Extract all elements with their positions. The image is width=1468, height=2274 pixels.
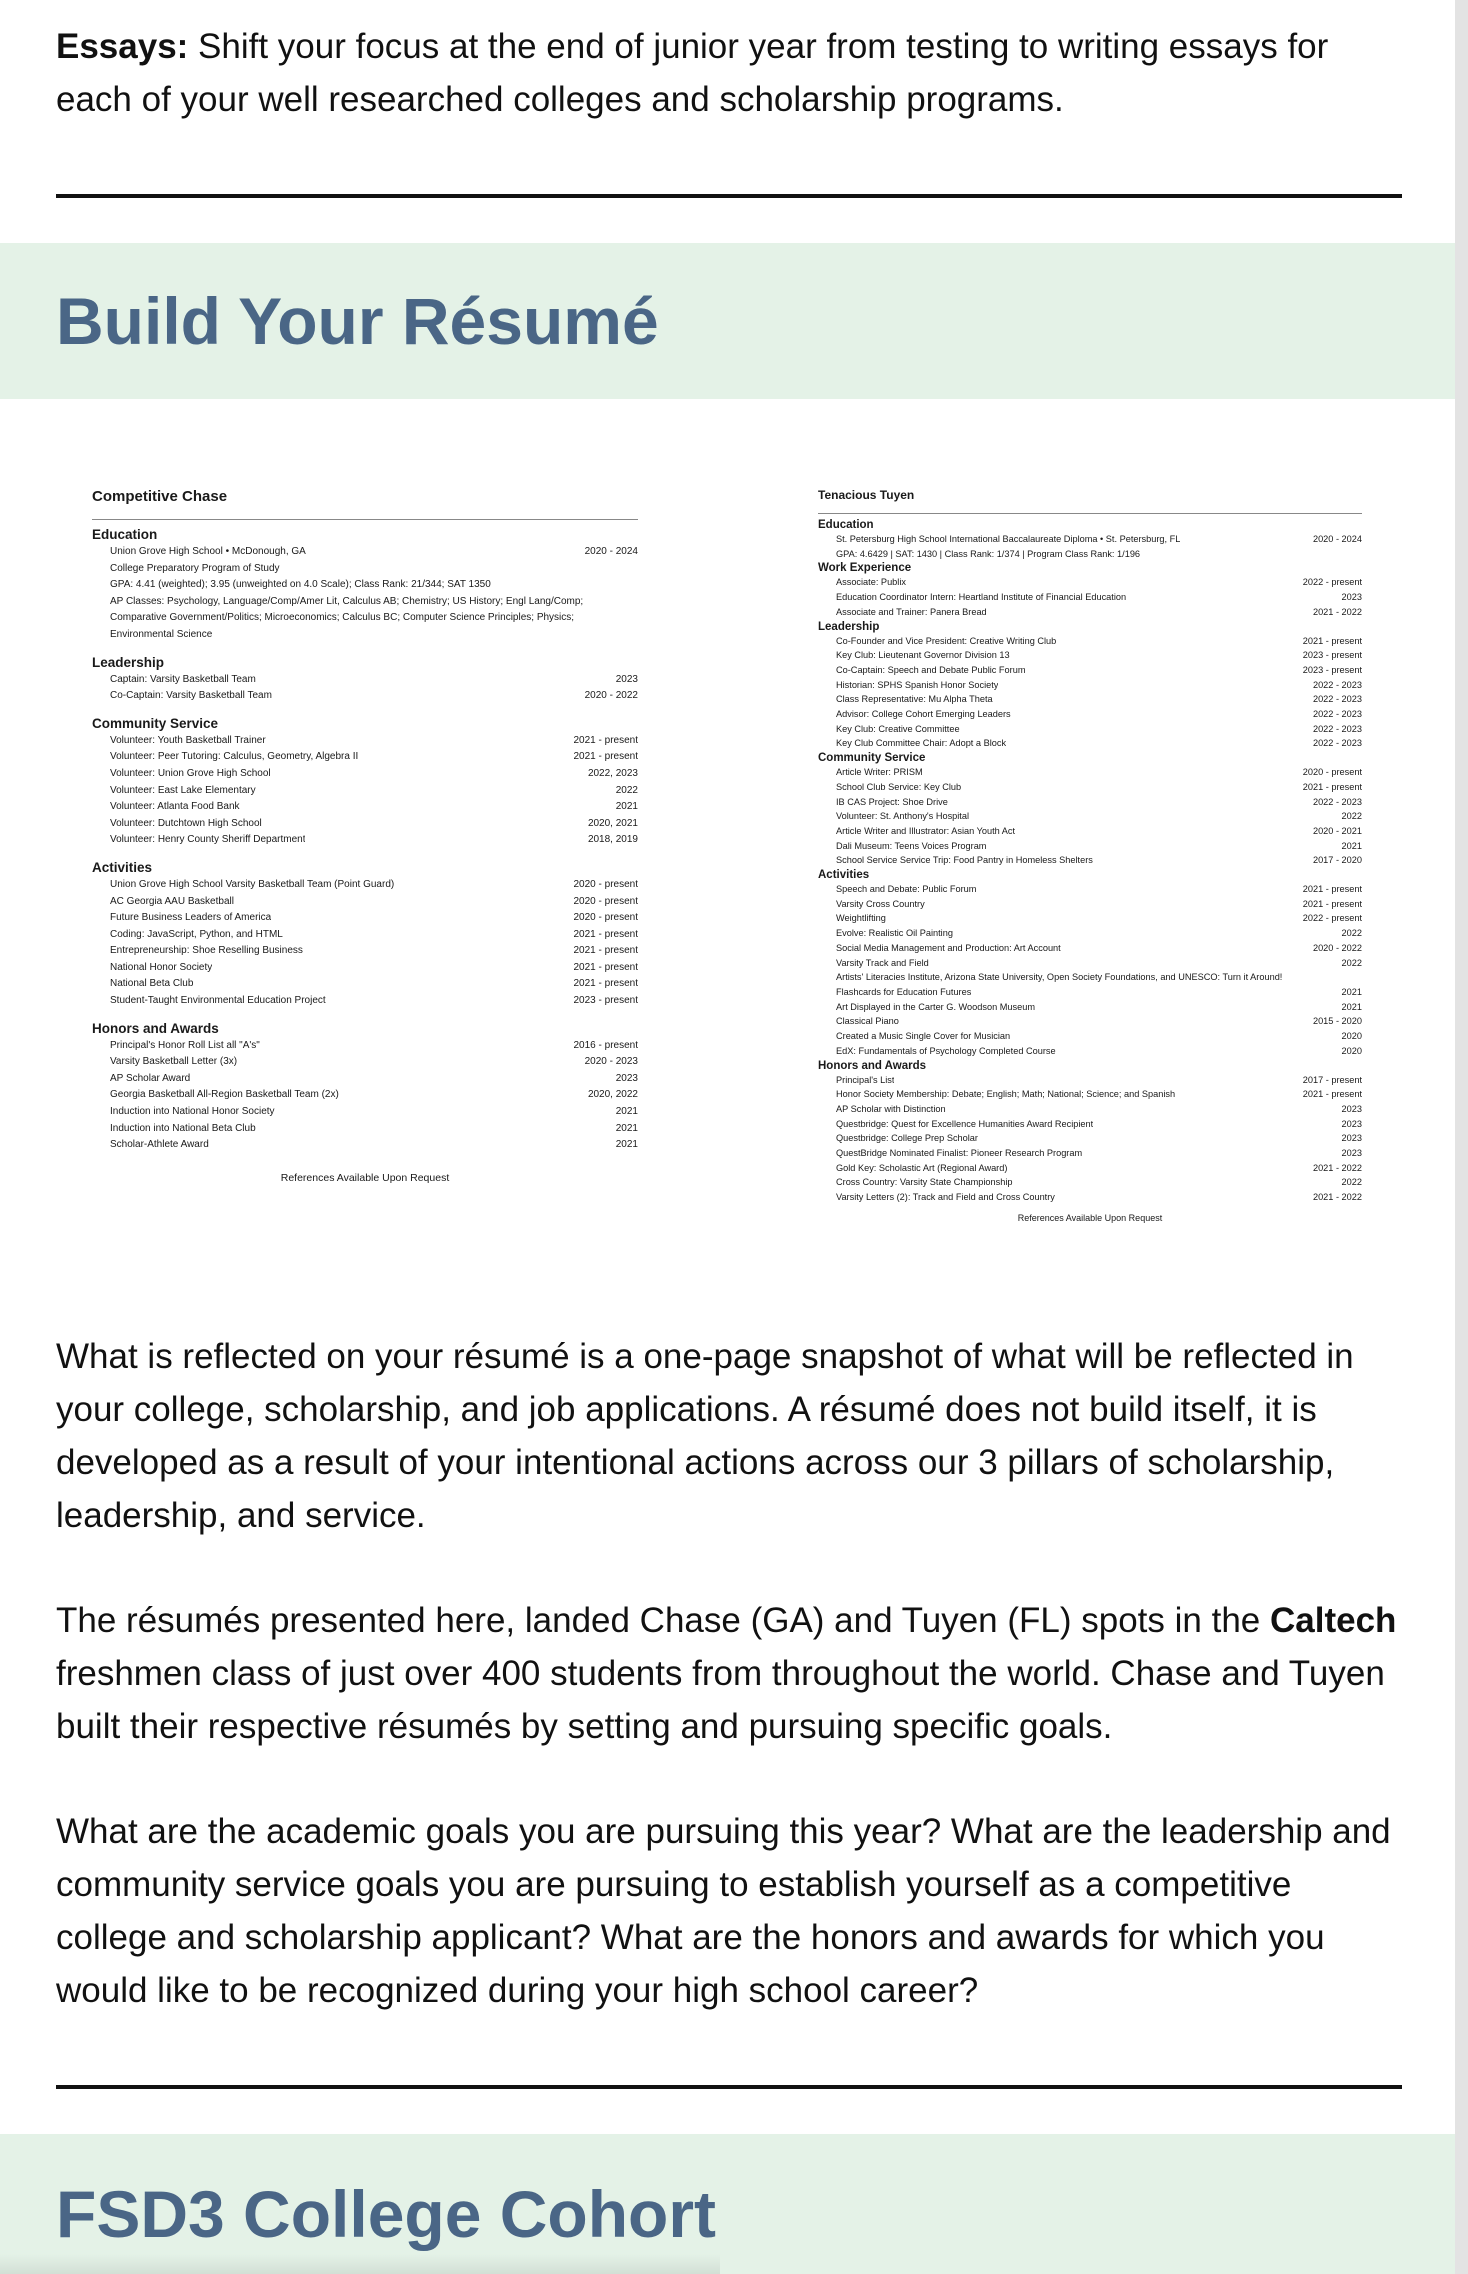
resume-entry-text: Volunteer: Dutchtown High School <box>110 817 262 829</box>
resume-entry-date: 2021 - 2022 <box>1312 1162 1362 1173</box>
resume-entry <box>818 1117 1362 1132</box>
resume-entry-date: 2020 - 2024 <box>1312 534 1362 544</box>
resume-section-heading: Community Service <box>818 752 926 765</box>
resume-entry <box>818 1175 1362 1190</box>
resume-entry-text: Coding: JavaScript, Python, and HTML <box>110 928 283 940</box>
resume-entry-date: 2021 - present <box>573 928 638 940</box>
resume-entry <box>92 577 638 594</box>
resume-entry-date: 2021 <box>615 1122 638 1134</box>
resume-entry <box>92 943 638 960</box>
resume-entry <box>818 839 1362 854</box>
resume-entry-text: Evolve: Realistic Oil Painting <box>836 928 953 939</box>
resume-entry <box>92 1038 638 1055</box>
resume-entry-text: Questbridge: College Prep Scholar <box>836 1133 978 1144</box>
resume-entry-date: 2022 - present <box>1302 913 1362 924</box>
resume-entry-text: Volunteer: Peer Tutoring: Calculus, Geometry, Algebra II <box>110 751 359 763</box>
resume-entry-text: Co-Captain: Varsity Basketball Team <box>110 690 272 702</box>
college-cohort-heading: FSD3 College Cohort <box>56 2177 717 2251</box>
resume-entry-text: College Preparatory Program of Study <box>110 562 280 574</box>
divider-rule <box>56 2085 1402 2089</box>
resume-entry <box>92 594 638 611</box>
resume-entry <box>92 766 638 783</box>
resume-entry-text: Varsity Letters (2): Track and Field and Cross Country <box>836 1192 1055 1203</box>
resume-entry <box>818 1131 1362 1146</box>
resume-name: Competitive Chase <box>92 488 228 505</box>
resume-entry-text: Art Displayed in the Carter G. Woodson Museum <box>836 1001 1035 1012</box>
resume-entry-text: Volunteer: Youth Basketball Trainer <box>110 734 266 746</box>
resume-entry-text: Key Club: Creative Committee <box>836 723 960 734</box>
resume-section-heading: Education <box>92 527 158 542</box>
resume-entry-date: 2023 - present <box>1302 650 1362 661</box>
resume-entry-date: 2022 - 2023 <box>1312 709 1362 720</box>
resume-section-heading: Activities <box>818 869 870 882</box>
resume-entry <box>92 910 638 927</box>
resume-entry-text: AC Georgia AAU Basketball <box>110 895 234 907</box>
resume-entry-text: Volunteer: East Lake Elementary <box>110 784 256 796</box>
resume-entry-date: 2023 - present <box>1302 664 1362 675</box>
resume-entry-date: 2021 <box>1341 1001 1362 1012</box>
resume-section-heading: Honors and Awards <box>818 1059 926 1072</box>
resume-entry <box>818 897 1362 912</box>
resume-entry-text: Social Media Management and Production: Art Account <box>836 942 1061 953</box>
resume-entry <box>818 1190 1362 1205</box>
resume-entry <box>818 970 1362 985</box>
resume-entry <box>92 561 638 578</box>
resume-entry-date: 2020 - present <box>573 912 638 924</box>
resume-entry-text: Principal's Honor Roll List all "A's" <box>110 1039 260 1051</box>
resume-entry-date: 2020 - 2023 <box>584 1056 638 1068</box>
resume-entry-text: Classical Piano <box>836 1016 899 1027</box>
resume-entry-date: 2016 - present <box>573 1039 638 1051</box>
resume-section-heading: Work Experience <box>818 562 912 575</box>
resume-entry <box>92 894 638 911</box>
resume-entry-date: 2020, 2021 <box>587 817 638 829</box>
resume-entry-text: Varsity Basketball Letter (3x) <box>110 1056 238 1068</box>
resume-entry <box>92 544 638 561</box>
page-gutter <box>1455 0 1468 2274</box>
resume-name: Tenacious Tuyen <box>818 488 915 502</box>
resume-competitive-chase <box>92 487 638 1184</box>
resume-entry-text: St. Petersburg High School International Baccalaureate Diploma • St. Petersburg, FL <box>836 534 1181 544</box>
resume-entry-date: 2020 - 2022 <box>584 690 638 702</box>
resume-entry-date: 2020 - 2024 <box>584 546 638 557</box>
resume-entry <box>92 733 638 750</box>
resume-entry <box>818 1161 1362 1176</box>
resume-entry-date: 2021 - present <box>573 945 638 957</box>
resume-entry-text: Environmental Science <box>110 628 213 640</box>
resume-entry-text: Future Business Leaders of America <box>110 912 272 924</box>
resume-entry-text: Questbridge: Quest for Excellence Humanities Award Recipient <box>836 1118 1094 1129</box>
resume-entry-date: 2021 <box>615 1106 638 1118</box>
resume-entry <box>92 832 638 849</box>
resume-entry-text: Article Writer: PRISM <box>836 767 923 778</box>
resume-entry-date: 2023 <box>615 1072 638 1084</box>
resume-entry-date: 2020 - 2022 <box>1312 942 1362 953</box>
resume-entry-date: 2021 <box>1341 840 1362 851</box>
resume-section-heading: Community Service <box>92 715 219 731</box>
resume-entry-date: 2022 - 2023 <box>1312 723 1362 734</box>
resume-entry-date: 2020 <box>1341 1031 1362 1042</box>
resume-entry <box>818 926 1362 941</box>
resume-entry-text: Cross Country: Varsity State Championship <box>836 1177 1013 1188</box>
resume-entry-text: Dali Museum: Teens Voices Program <box>836 840 987 851</box>
resume-entry <box>818 736 1362 751</box>
resume-entry <box>818 911 1362 926</box>
resume-entry-text: Education Coordinator Intern: Heartland Institute of Financial Education <box>836 592 1127 603</box>
resume-rule <box>92 519 638 520</box>
resume-entry <box>818 547 1362 562</box>
resume-entry-text: Historian: SPHS Spanish Honor Society <box>836 679 999 690</box>
resume-entry-date: 2020 - present <box>573 895 638 907</box>
resume-entry-text: Co-Captain: Speech and Debate Public Forum <box>836 664 1026 675</box>
resume-entry <box>818 722 1362 737</box>
resume-entry-text: Artists' Literacies Institute, Arizona State University, Open Society Foundations, and UNESCO: Turn it Around! <box>836 972 1283 983</box>
resume-entry <box>818 605 1362 620</box>
resume-entry-date: 2020 - 2021 <box>1312 825 1362 836</box>
resume-tenacious-tuyen <box>818 487 1362 1223</box>
goals-paragraph: What are the academic goals you are pursuing this year? What are the leadership and community service goals you are pursuing to establish yourself as a competitive college and scholarship applicant? What are the honors and awards for which you would like to be recognized during your high school career? <box>56 1812 1391 2010</box>
resume-entry <box>818 1044 1362 1059</box>
resume-entry-text: Honor Society Membership: Debate; English; Math; National; Science; and Spanish <box>836 1089 1176 1100</box>
resume-entry <box>92 749 638 766</box>
resume-entry <box>818 1102 1362 1117</box>
resume-entry <box>818 1014 1362 1029</box>
build-resume-banner <box>0 243 1455 399</box>
resume-entry-date: 2022 <box>1341 1177 1362 1188</box>
essays-text: Shift your focus at the end of junior year from testing to writing essays for each of your well researched colleges and scholarship programs. <box>56 27 1329 119</box>
resume-rule <box>818 513 1362 514</box>
resume-entry-date: 2023 <box>615 673 638 685</box>
resume-entry <box>818 956 1362 971</box>
resume-entry <box>92 1121 638 1138</box>
resume-entry-text: National Honor Society <box>110 961 213 973</box>
resume-entry <box>818 985 1362 1000</box>
resume-entry <box>818 765 1362 780</box>
resume-entry-date: 2021 - present <box>573 961 638 973</box>
college-cohort-banner <box>0 2134 1455 2274</box>
resume-entry-date: 2020, 2022 <box>587 1089 638 1101</box>
resume-entry-text: Gold Key: Scholastic Art (Regional Award) <box>836 1162 1008 1173</box>
resume-entry-date: 2021 <box>615 801 638 813</box>
resume-entry-date: 2022 <box>1341 811 1362 822</box>
resume-entry-text: Key Club: Lieutenant Governor Division 13 <box>836 650 1010 661</box>
resume-entry-text: Associate: Publix <box>836 577 906 588</box>
resume-entry-date: 2022 <box>615 784 638 796</box>
resume-entry-date: 2020 - present <box>1302 767 1362 778</box>
essays-paragraph <box>56 20 1406 126</box>
resume-entry-date: 2021 - present <box>1302 635 1362 646</box>
resume-entry-text: EdX: Fundamentals of Psychology Completed Course <box>836 1045 1056 1056</box>
resume-entry-date: 2023 <box>1341 1148 1362 1159</box>
resume-entry-text: National Beta Club <box>110 978 194 990</box>
resume-entry-text: Union Grove High School Varsity Basketball Team (Point Guard) <box>110 878 395 890</box>
resume-entry-text: Article Writer and Illustrator: Asian Youth Act <box>836 825 1016 836</box>
resume-entry-text: School Club Service: Key Club <box>836 781 962 792</box>
resume-section-heading: Leadership <box>92 654 165 670</box>
resume-entry-date: 2017 - present <box>1302 1074 1362 1085</box>
resume-entry-text: Speech and Debate: Public Forum <box>836 884 977 895</box>
caltech-bold: Caltech <box>1269 1601 1397 1640</box>
resume-entry-date: 2021 - present <box>573 734 638 746</box>
resume-entry <box>92 1054 638 1071</box>
resume-entry-date: 2021 - 2022 <box>1312 606 1362 617</box>
resume-entry-date: 2022 - 2023 <box>1312 694 1362 705</box>
resume-section-heading: Leadership <box>818 620 880 633</box>
resume-entry-date: 2021 <box>615 1139 638 1151</box>
resume-entry-text: GPA: 4.6429 | SAT: 1430 | Class Rank: 1/374 | Program Class Rank: 1/196 <box>836 548 1141 559</box>
resume-entry <box>818 1146 1362 1161</box>
resume-intro-paragraph: What is reflected on your résumé is a one-page snapshot of what will be reflected in your college, scholarship, and job applications. A résumé does not build itself, it is developed as a result of your intentional actions across our 3 pillars of scholarship, leadership, and service. <box>56 1337 1354 1535</box>
resume-entry <box>818 809 1362 824</box>
resume-entry-text: Induction into National Honor Society <box>110 1106 275 1118</box>
resume-entry-text: Co-Founder and Vice President: Creative Writing Club <box>836 635 1057 646</box>
resume-entry-date: 2022 <box>1341 957 1362 968</box>
resume-entry-text: AP Scholar Award <box>110 1072 191 1084</box>
resume-entry <box>818 707 1362 722</box>
resume-entry-text: Class Representative: Mu Alpha Theta <box>836 694 993 705</box>
resume-entry-text: Volunteer: St. Anthony's Hospital <box>836 811 970 822</box>
resume-entry-text: Comparative Government/Politics; Microeconomics; Calculus BC; Computer Science Principles; Physics; <box>110 612 575 624</box>
resume-entry <box>92 960 638 977</box>
resume-footer: References Available Upon Request <box>1017 1212 1163 1223</box>
resume-entry <box>92 627 638 644</box>
resume-entry <box>818 824 1362 839</box>
resume-entry <box>92 1104 638 1121</box>
resume-entry-date: 2020 - present <box>573 878 638 890</box>
resume-entry-text: Scholar-Athlete Award <box>110 1139 209 1151</box>
resume-entry-date: 2023 <box>1341 1103 1362 1114</box>
resume-entry-text: Varsity Track and Field <box>836 957 929 968</box>
resume-entry <box>818 634 1362 649</box>
resume-entry-text: Georgia Basketball All-Region Basketball Team (2x) <box>110 1089 339 1101</box>
resume-entry-date: 2023 <box>1341 1133 1362 1144</box>
resume-entry <box>92 816 638 833</box>
resume-entry <box>818 1029 1362 1044</box>
resume-entry <box>818 648 1362 663</box>
resume-entry-date: 2023 <box>1341 592 1362 603</box>
resume-entry-text: Advisor: College Cohort Emerging Leaders <box>836 709 1011 720</box>
resume-entry-date: 2017 - 2020 <box>1312 855 1362 866</box>
resume-entry-text: Volunteer: Atlanta Food Bank <box>110 801 240 813</box>
bottom-shadow <box>0 2254 720 2274</box>
resume-entry-date: 2021 - present <box>1302 1089 1362 1100</box>
resume-entry <box>92 1071 638 1088</box>
resume-entry-text: Student-Taught Environmental Education Project <box>110 995 326 1007</box>
resume-entry-text: Weightlifting <box>836 913 886 924</box>
caltech-text-before: The résumés presented here, landed Chase (GA) and Tuyen (FL) spots in the <box>56 1601 1270 1640</box>
resume-entry-text: AP Scholar with Distinction <box>836 1103 946 1114</box>
resume-entry-text: Flashcards for Education Futures <box>836 986 972 997</box>
resume-entry-text: Induction into National Beta Club <box>110 1122 256 1134</box>
resume-entry-date: 2021 - present <box>573 751 638 763</box>
resume-entry-date: 2021 <box>1341 986 1362 997</box>
resume-entry-date: 2015 - 2020 <box>1312 1016 1362 1027</box>
resume-entry <box>818 853 1362 868</box>
resume-entry-text: School Service Service Trip: Food Pantry in Homeless Shelters <box>836 855 1093 866</box>
resume-entry <box>92 976 638 993</box>
resume-entry <box>818 678 1362 693</box>
resume-entry <box>818 1000 1362 1015</box>
resume-entry-text: GPA: 4.41 (weighted); 3.95 (unweighted on 4.0 Scale); Class Rank: 21/344; SAT 1350 <box>110 579 491 591</box>
resume-entry-date: 2021 - present <box>1302 898 1362 909</box>
resume-entry <box>92 610 638 627</box>
resume-entry <box>92 877 638 894</box>
resume-entry <box>92 993 638 1010</box>
essays-label: Essays: <box>56 27 189 66</box>
resume-entry-text: QuestBridge Nominated Finalist: Pioneer Research Program <box>836 1148 1083 1159</box>
resume-entry-date: 2022 - 2023 <box>1312 679 1362 690</box>
caltech-paragraph <box>56 1594 1406 1753</box>
resume-entry-date: 2022, 2023 <box>587 767 638 779</box>
resume-entry-text: AP Classes: Psychology, Language/Comp/Amer Lit, Calculus AB; Chemistry; US History; Engl Lang/Comp; <box>110 595 584 607</box>
resume-entry <box>92 688 638 705</box>
resume-entry-date: 2022 <box>1341 928 1362 939</box>
resume-entry-date: 2021 - 2022 <box>1312 1192 1362 1203</box>
resume-entry <box>818 1087 1362 1102</box>
resume-entry-date: 2021 - present <box>1302 884 1362 895</box>
resume-entry <box>818 590 1362 605</box>
resume-entry <box>92 1137 638 1154</box>
resume-entry-text: Captain: Varsity Basketball Team <box>110 673 256 685</box>
resume-footer: References Available Upon Request <box>280 1171 450 1184</box>
resume-entry-date: 2023 <box>1341 1118 1362 1129</box>
resume-entry-date: 2021 - present <box>573 978 638 990</box>
resume-entry-text: Key Club Committee Chair: Adopt a Block <box>836 738 1007 749</box>
resume-entry <box>818 663 1362 678</box>
resume-entry-text: IB CAS Project: Shoe Drive <box>836 796 948 807</box>
resume-section-heading: Honors and Awards <box>92 1020 219 1036</box>
resume-entry <box>818 941 1362 956</box>
resume-entry <box>92 672 638 689</box>
resume-entry-text: Varsity Cross Country <box>836 898 925 909</box>
resume-entry <box>818 575 1362 590</box>
caltech-text-after: freshmen class of just over 400 students from throughout the world. Chase and Tuyen built their respective résumés by setting and pursuing specific goals. <box>56 1654 1385 1746</box>
resume-entry <box>818 795 1362 810</box>
build-resume-heading: Build Your Résumé <box>56 284 659 358</box>
resume-entry-date: 2018, 2019 <box>587 834 638 846</box>
resume-entry <box>818 882 1362 897</box>
resume-entry <box>92 783 638 800</box>
resume-entry-text: Principal's List <box>836 1074 895 1085</box>
resume-section-heading: Activities <box>92 859 153 875</box>
resume-entry-text: Entrepreneurship: Shoe Reselling Business <box>110 945 303 957</box>
resume-entry <box>818 780 1362 795</box>
resume-entry-date: 2020 <box>1341 1045 1362 1056</box>
resume-entry <box>92 799 638 816</box>
resume-entry-date: 2022 - 2023 <box>1312 796 1362 807</box>
resume-entry <box>818 1073 1362 1088</box>
divider-rule <box>56 194 1402 198</box>
resume-entry-date: 2021 - present <box>1302 781 1362 792</box>
resume-entry <box>818 692 1362 707</box>
resume-section-heading: Education <box>818 519 874 531</box>
resume-entry-text: Union Grove High School • McDonough, GA <box>110 546 306 557</box>
resume-entry-date: 2023 - present <box>573 995 638 1007</box>
resume-entry-date: 2022 - present <box>1302 577 1362 588</box>
resume-entry-text: Created a Music Single Cover for Musician <box>836 1031 1011 1042</box>
resume-entry-text: Volunteer: Union Grove High School <box>110 767 271 779</box>
resume-entry <box>92 1087 638 1104</box>
resume-entry-text: Associate and Trainer: Panera Bread <box>836 606 987 617</box>
resume-entry-text: Volunteer: Henry County Sheriff Department <box>110 834 306 846</box>
resume-entry <box>92 927 638 944</box>
resume-entry-date: 2022 - 2023 <box>1312 738 1362 749</box>
resume-entry <box>818 532 1362 547</box>
